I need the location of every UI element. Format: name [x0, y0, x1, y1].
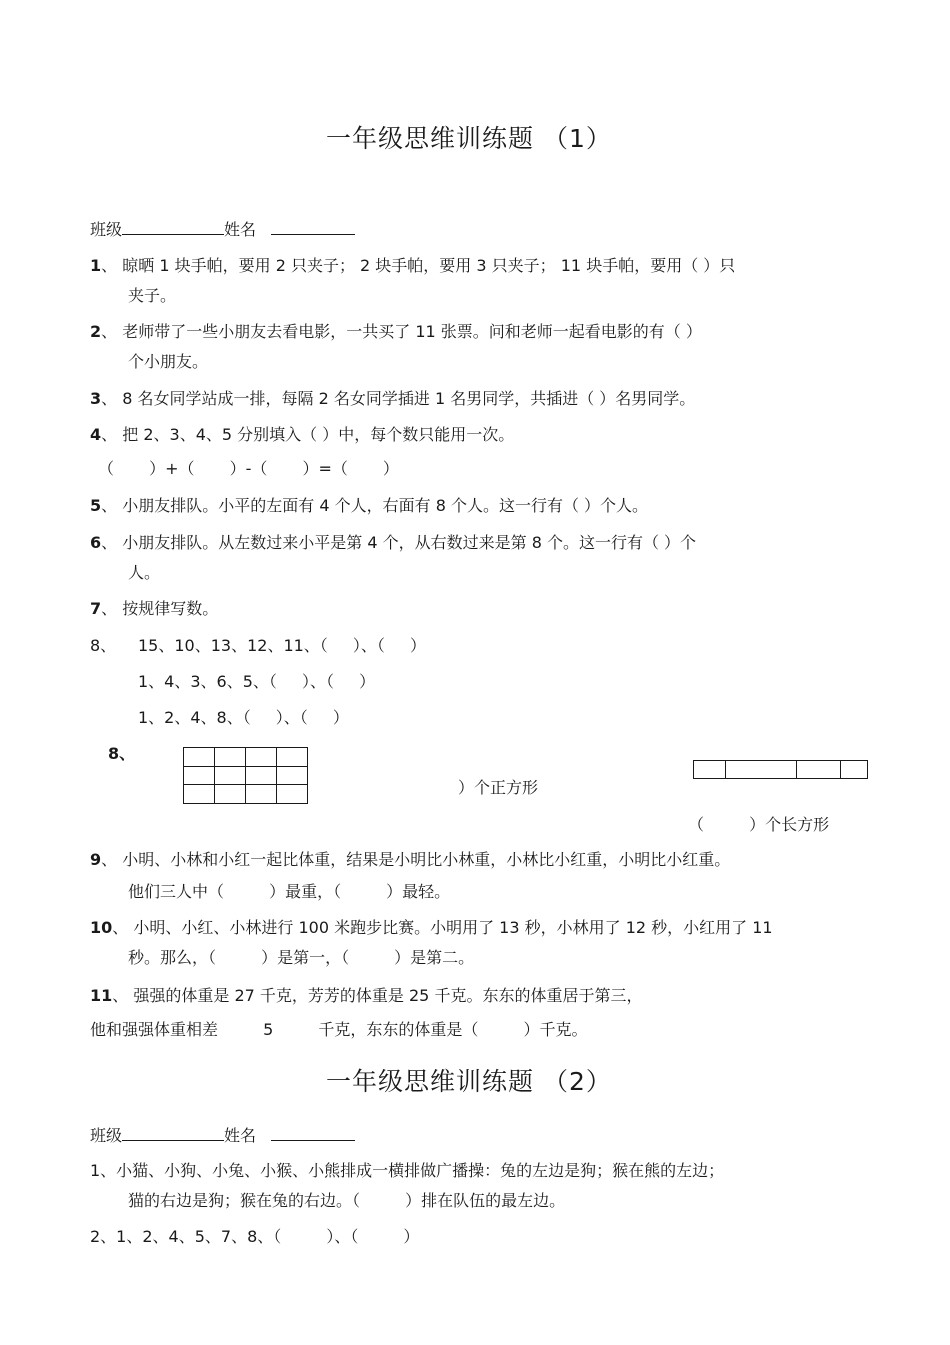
- page-title-1: 一年级思维训练题 （1）: [326, 124, 612, 153]
- question-1-cont: 夹子。: [128, 286, 177, 305]
- sequence-1: 15、10、13、12、11、（ ）、（ ）: [138, 636, 426, 655]
- question-sep: 、: [101, 389, 118, 408]
- question-8b-number: 8、: [108, 744, 136, 763]
- question-6: [90, 533, 696, 553]
- question-sep: 、: [112, 918, 129, 937]
- question-6-cont: 人。: [128, 563, 161, 582]
- class-name-row-1: [90, 218, 355, 240]
- square-grid-figure: [183, 747, 308, 804]
- question-sep: 、: [101, 496, 118, 515]
- question-10: [90, 918, 773, 938]
- sheet2-question-2: 2、1、2、4、5、7、8、（ ）、（ ）: [90, 1227, 420, 1246]
- question-text: 小明、小林和小红一起比体重，结果是小明比小林重，小林比小红重，小明比小红重。: [122, 850, 731, 869]
- question-sep: 、: [101, 850, 118, 869]
- question-text: 按规律写数。: [122, 599, 219, 618]
- question-number: 5: [90, 496, 102, 515]
- question-number: 11: [90, 986, 113, 1005]
- class-blank[interactable]: [122, 218, 224, 235]
- class-name-row-2: [90, 1124, 355, 1146]
- sheet2-question-1: 1、小猫、小狗、小兔、小猴、小熊排成一横排做广播操：兔的左边是狗；猴在熊的左边；: [90, 1161, 725, 1180]
- question-number: 3: [90, 389, 102, 408]
- question-text: 强强的体重是 27 千克，芳芳的体重是 25 千克。东东的体重居于第三，: [133, 986, 643, 1005]
- name-blank[interactable]: [271, 218, 355, 235]
- question-text: 老师带了一些小朋友去看电影，一共买了 11 张票。问和老师一起看电影的有（ ）: [122, 322, 702, 341]
- question-sep: 、: [101, 256, 118, 275]
- question-3: [90, 389, 695, 409]
- sequence-2: 1、4、3、6、5、（ ）、（ ）: [138, 672, 376, 691]
- question-number: 4: [90, 425, 102, 444]
- question-sep: 、: [101, 322, 118, 341]
- question-sep: 、: [101, 425, 118, 444]
- question-text: 小明、小红、小林进行 100 米跑步比赛。小明用了 13 秒，小林用了 12 秒，小红用了 11: [133, 918, 773, 937]
- question-text: 小朋友排队。从左数过来小平是第 4 个，从右数过来是第 8 个。这一行有（ ）个: [122, 533, 697, 552]
- question-2-cont: 个小朋友。: [128, 352, 209, 371]
- question-number: 6: [90, 533, 102, 552]
- question-number: 10: [90, 918, 113, 937]
- question-9: [90, 850, 730, 870]
- squares-answer: ）个正方形: [458, 778, 539, 797]
- question-text: 8 名女同学站成一排，每隔 2 名女同学插进 1 名男同学，共插进（ ）名男同学。: [122, 389, 696, 408]
- class-blank[interactable]: [122, 1124, 224, 1141]
- name-label: 姓名: [224, 220, 257, 239]
- question-5: [90, 496, 648, 516]
- question-11: [90, 986, 642, 1006]
- class-label: 班级: [90, 220, 123, 239]
- page-title-2: 一年级思维训练题 （2）: [326, 1067, 612, 1096]
- question-number: 9: [90, 850, 102, 869]
- question-sep: 、: [112, 986, 129, 1005]
- question-10-cont: 秒。那么，（ ）是第一，（ ）是第二。: [128, 948, 475, 967]
- sheet2-question-1-cont: 猫的右边是狗；猴在兔的右边。（ ）排在队伍的最左边。: [128, 1191, 566, 1210]
- question-4: [90, 425, 514, 445]
- sequence-3: 1、2、4、8、（ ）、（ ）: [138, 708, 349, 727]
- name-label: 姓名: [224, 1126, 257, 1145]
- question-4-equation: （ ）+（ ）-（ ）=（ ）: [98, 459, 399, 478]
- question-sep: 、: [101, 599, 118, 618]
- class-label: 班级: [90, 1126, 123, 1145]
- question-7: [90, 599, 218, 619]
- question-number: 7: [90, 599, 102, 618]
- question-2: [90, 322, 702, 342]
- name-blank[interactable]: [271, 1124, 355, 1141]
- rectangles-answer: （ ）个长方形: [688, 815, 830, 834]
- question-8a-number: 8、: [90, 636, 117, 655]
- question-11-cont: 他和强强体重相差 5 千克，东东的体重是（ ）千克。: [90, 1020, 588, 1039]
- question-text: 把 2、3、4、5 分别填入（ ）中，每个数只能用一次。: [122, 425, 515, 444]
- rectangle-strip-figure: [693, 760, 868, 779]
- question-9-cont: 他们三人中（ ）最重，（ ）最轻。: [128, 882, 451, 901]
- question-text: 小朋友排队。小平的左面有 4 个人，右面有 8 个人。这一行有（ ）个人。: [122, 496, 649, 515]
- question-number: 2: [90, 322, 102, 341]
- question-number: 1: [90, 256, 102, 275]
- question-1: [90, 256, 735, 276]
- question-sep: 、: [101, 533, 118, 552]
- question-text: 晾晒 1 块手帕，要用 2 只夹子； 2 块手帕，要用 3 只夹子； 11 块手帕，要用（ ）只: [122, 256, 736, 275]
